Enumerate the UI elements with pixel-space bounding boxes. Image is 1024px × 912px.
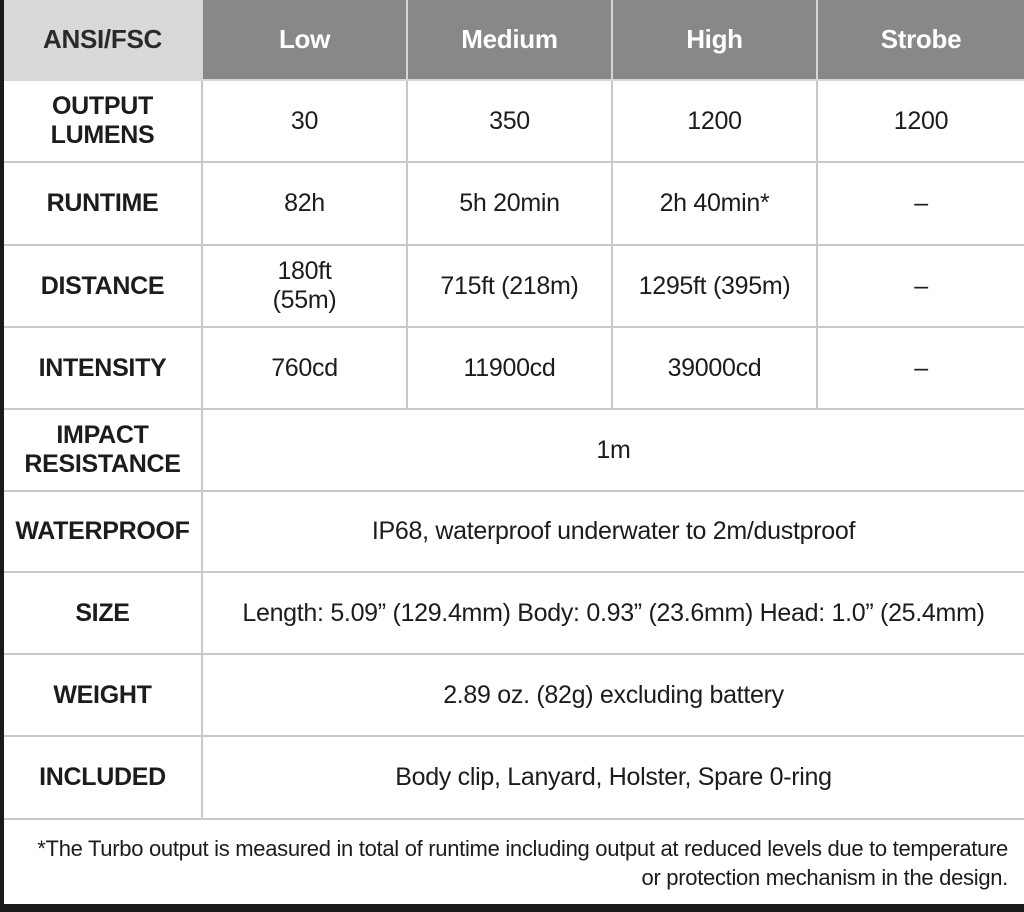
cell-distance-medium: 715ft (218m) <box>407 245 612 327</box>
cell-runtime-medium: 5h 20min <box>407 162 612 245</box>
table-row-intensity <box>4 327 1024 409</box>
cell-distance-high: 1295ft (395m) <box>612 245 817 327</box>
cell-runtime-strobe: – <box>817 162 1024 245</box>
row-label-runtime: RUNTIME <box>4 162 202 245</box>
cell-intensity-low: 760cd <box>202 327 407 409</box>
cell-size-value: Length: 5.09” (129.4mm) Body: 0.93” (23.6mm) Head: 1.0” (25.4mm) <box>202 572 1024 654</box>
cell-waterproof-value: IP68, waterproof underwater to 2m/dustproof <box>202 491 1024 572</box>
cell-output-high: 1200 <box>612 80 817 162</box>
row-label-distance: DISTANCE <box>4 245 202 327</box>
footnote <box>4 834 1008 892</box>
cell-distance-low <box>202 245 407 327</box>
row-label-output-line1: OUTPUT <box>52 92 153 120</box>
row-label-impact-line1: IMPACT <box>56 421 149 449</box>
cell-runtime-high: 2h 40min* <box>612 162 817 245</box>
row-label-included: INCLUDED <box>4 736 202 819</box>
cell-output-low: 30 <box>202 80 407 162</box>
table-row-distance <box>4 245 1024 327</box>
header-corner: ANSI/FSC <box>4 0 202 80</box>
row-label-output <box>4 80 202 162</box>
cell-output-strobe: 1200 <box>817 80 1024 162</box>
table-row-runtime <box>4 162 1024 245</box>
row-label-intensity: INTENSITY <box>4 327 202 409</box>
cell-weight-value: 2.89 oz. (82g) excluding battery <box>202 654 1024 736</box>
table-row-output <box>4 80 1024 162</box>
cell-intensity-high: 39000cd <box>612 327 817 409</box>
footnote-line1: *The Turbo output is measured in total of runtime including output at reduced levels due to temperature <box>37 836 1008 861</box>
row-label-impact-line2: RESISTANCE <box>24 450 181 478</box>
row-label-size: SIZE <box>4 572 202 654</box>
row-label-impact <box>4 409 202 491</box>
row-label-output-line2: LUMENS <box>50 121 155 149</box>
header-high: High <box>612 0 817 80</box>
cell-intensity-medium: 11900cd <box>407 327 612 409</box>
cell-output-medium: 350 <box>407 80 612 162</box>
table-row-size <box>4 572 1024 654</box>
row-label-waterproof: WATERPROOF <box>4 491 202 572</box>
header-medium: Medium <box>407 0 612 80</box>
cell-included-value: Body clip, Lanyard, Holster, Spare 0-ring <box>202 736 1024 819</box>
table-row-impact <box>4 409 1024 491</box>
cell-distance-strobe: – <box>817 245 1024 327</box>
header-low: Low <box>202 0 407 80</box>
table-row-weight <box>4 654 1024 736</box>
spec-sheet <box>4 0 1024 904</box>
cell-distance-low-line2: (55m) <box>272 286 337 314</box>
spec-table <box>4 0 1024 820</box>
cell-runtime-low: 82h <box>202 162 407 245</box>
table-header-row <box>4 0 1024 80</box>
table-row-included <box>4 736 1024 819</box>
header-strobe: Strobe <box>817 0 1024 80</box>
footnote-line2: or protection mechanism in the design. <box>641 865 1008 890</box>
cell-distance-low-line1: 180ft <box>277 257 332 285</box>
cell-impact-value: 1m <box>202 409 1024 491</box>
table-row-waterproof <box>4 491 1024 572</box>
row-label-weight: WEIGHT <box>4 654 202 736</box>
cell-intensity-strobe: – <box>817 327 1024 409</box>
